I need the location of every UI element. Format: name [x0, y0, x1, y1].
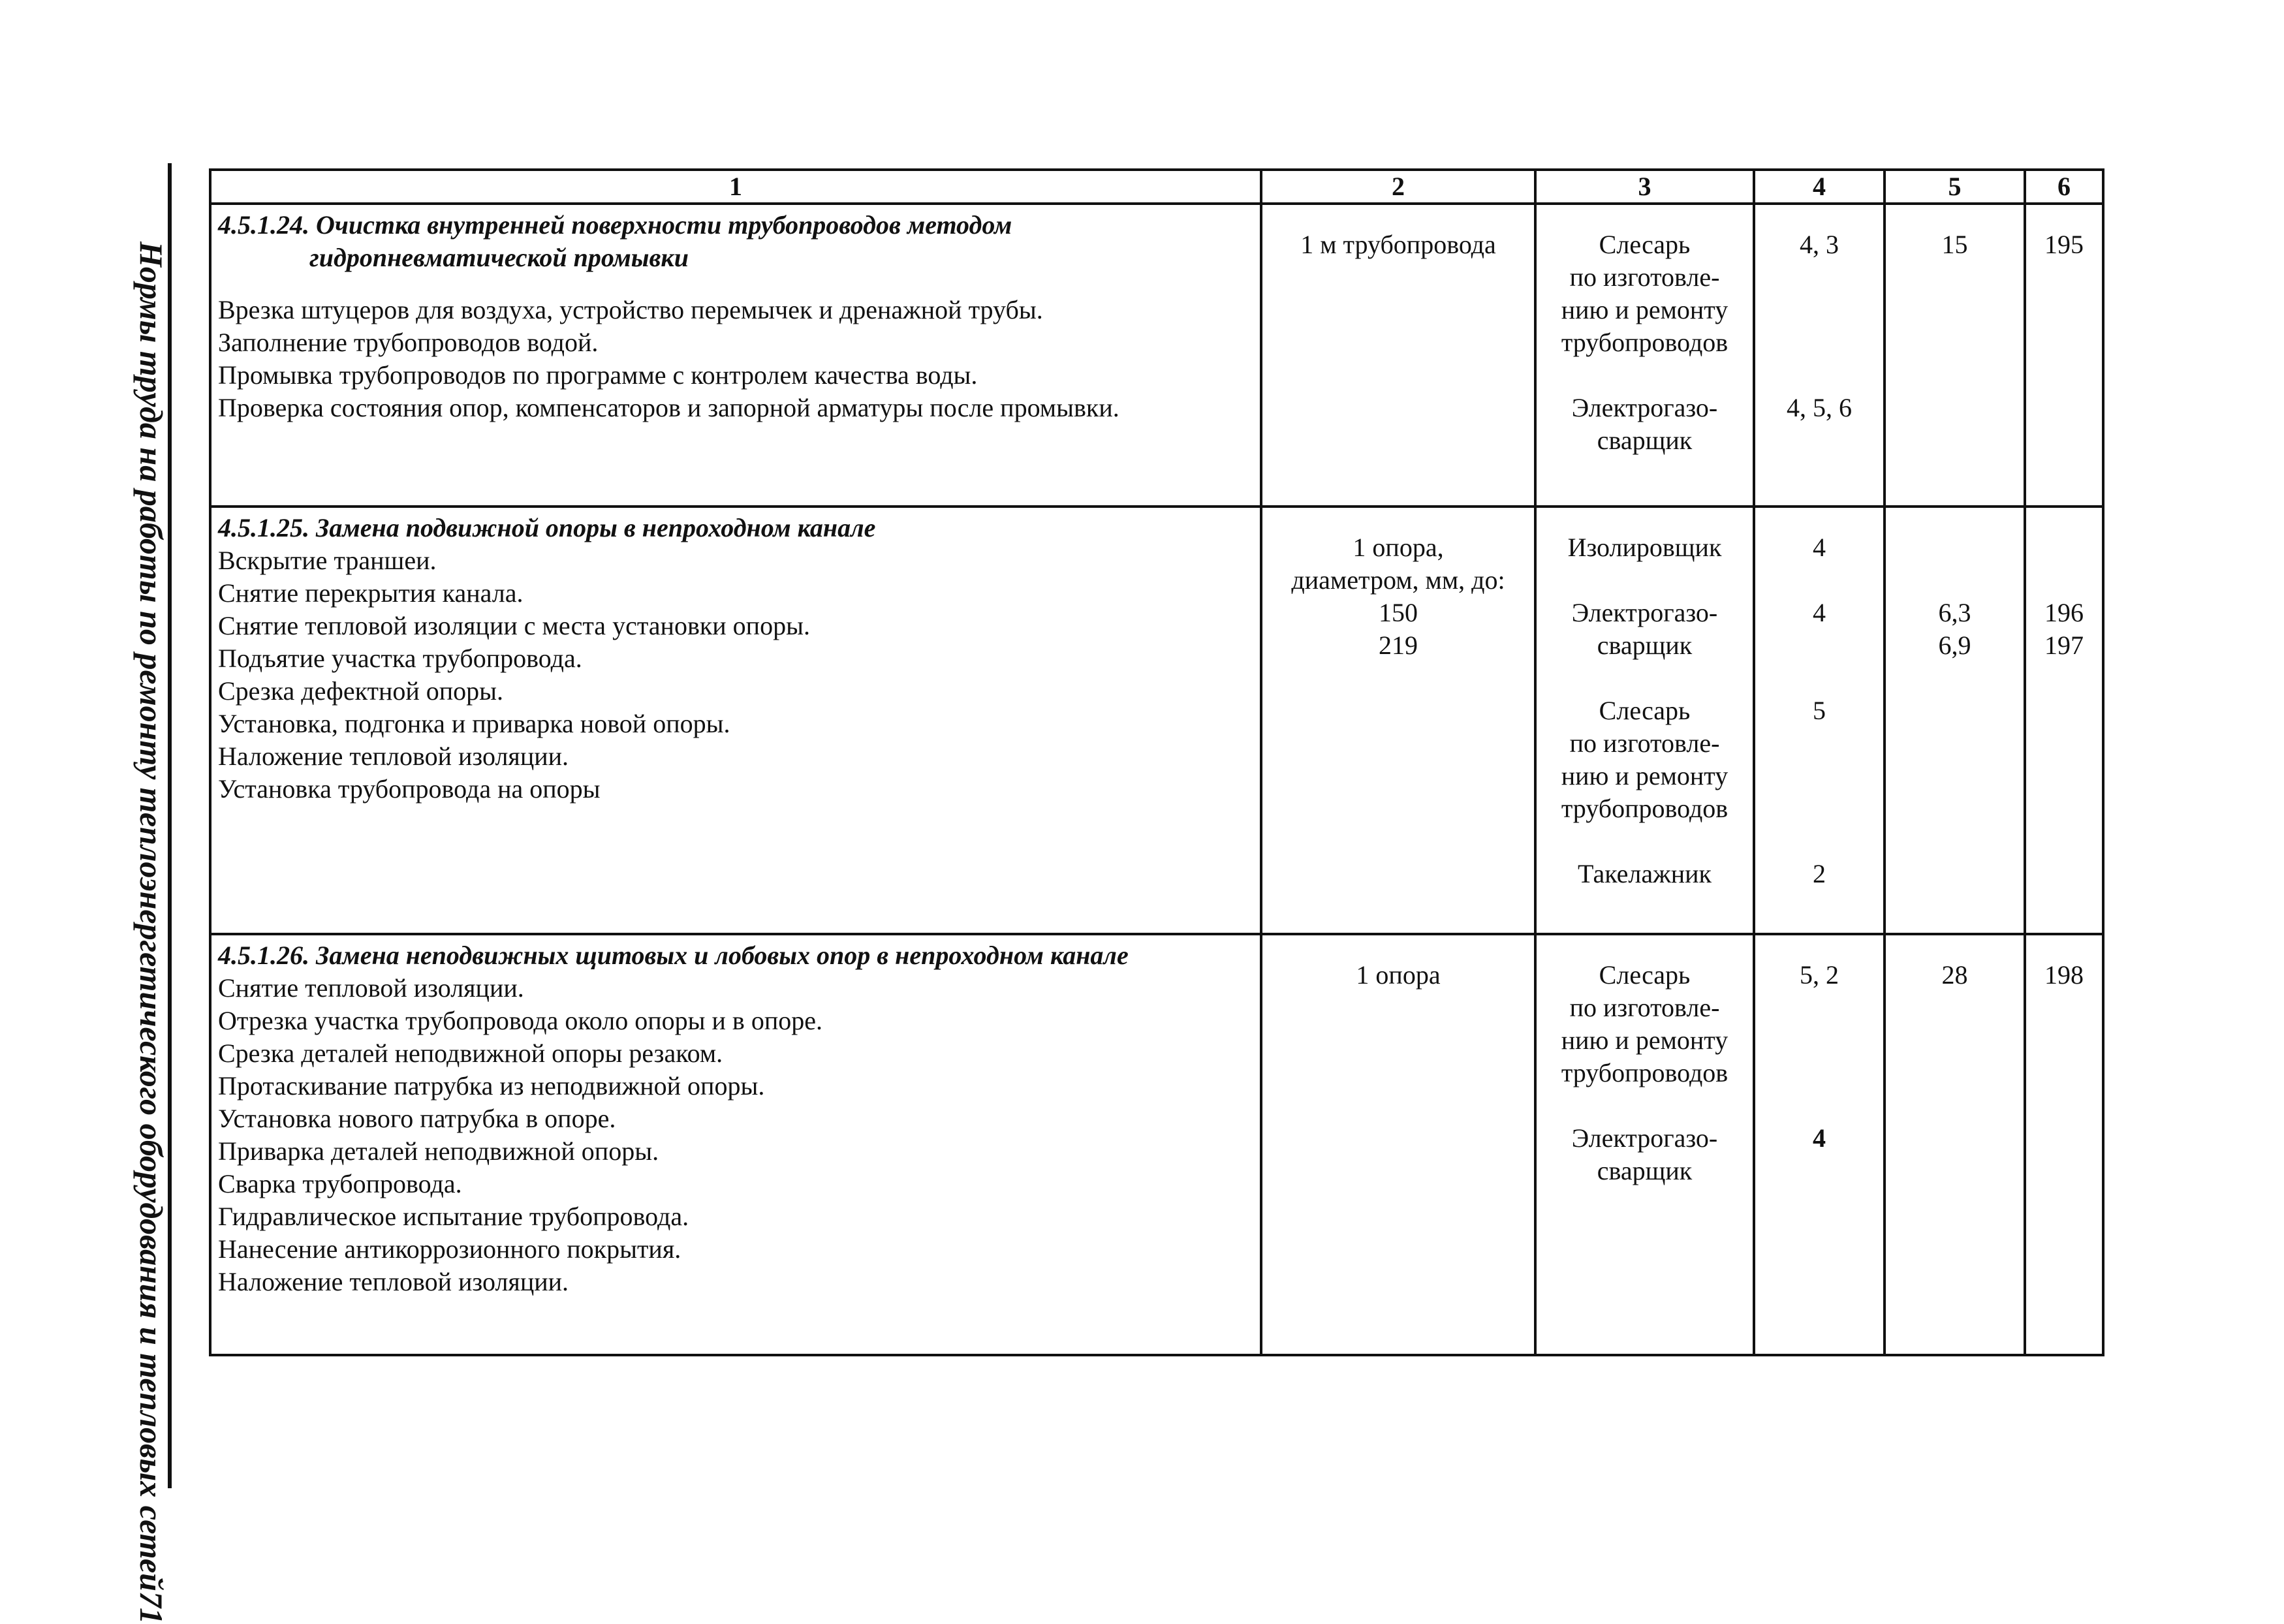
- work-description-cell: [210, 507, 1261, 934]
- page-number: 71: [133, 1591, 170, 1624]
- operation-item: Снятие тепловой изоляции.: [218, 973, 524, 1003]
- header-col-2: 2: [1261, 170, 1535, 204]
- number-cell: 196 197: [2025, 507, 2103, 934]
- grade-cell: 4, 3 4, 5, 6: [1754, 204, 1885, 507]
- header-row: [210, 170, 2103, 204]
- operation-item: Протаскивание патрубка из неподвижной опоры.: [218, 1071, 765, 1101]
- norm-cell: 6,3 6,9: [1885, 507, 2025, 934]
- worker-cell: Изолировщик Электрогазо- сварщик Слесарь по изготовле- нию и ремонту трубопроводов Такелажник: [1535, 507, 1754, 934]
- header-col-5: 5: [1885, 170, 2025, 204]
- side-caption-title: Нормы труда на работы по ремонту теплоэнергетического оборудования и тепловых сетей: [133, 242, 170, 1591]
- operation-item: Срезка деталей неподвижной опоры резаком.: [218, 1038, 723, 1068]
- norm-cell: 15: [1885, 204, 2025, 507]
- operation-item: Отрезка участка трубопровода около опоры и в опоре.: [218, 1006, 822, 1035]
- grade-cell: 5, 2 4: [1754, 934, 1885, 1355]
- operation-item: Врезка штуцеров для воздуха, устройство перемычек и дренажной трубы.: [218, 295, 1043, 325]
- worker-cell: Слесарь по изготовле- нию и ремонту трубопроводов Электрогазо- сварщик: [1535, 204, 1754, 507]
- table-row: [210, 934, 2103, 1355]
- operation-item: Наложение тепловой изоляции.: [218, 741, 569, 771]
- number-cell: 198: [2025, 934, 2103, 1355]
- operation-item: Срезка дефектной опоры.: [218, 676, 504, 706]
- operation-item: Снятие перекрытия канала.: [218, 578, 524, 608]
- operation-item: Приварка деталей неподвижной опоры.: [218, 1136, 659, 1166]
- work-title: 4.5.1.25. Замена подвижной опоры в непроходном канале: [218, 512, 876, 542]
- operation-item: Установка трубопровода на опоры: [218, 773, 601, 804]
- header-col-1: 1: [210, 170, 1261, 204]
- work-description-cell: [210, 934, 1261, 1355]
- worker-cell: Слесарь по изготовле- нию и ремонту трубопроводов Электрогазо- сварщик: [1535, 934, 1754, 1355]
- work-description-cell: [210, 204, 1261, 507]
- grade-cell: 4 4 5 2: [1754, 507, 1885, 934]
- operation-item: Заполнение трубопроводов водой.: [218, 328, 599, 358]
- unit-cell: 1 м трубопровода: [1261, 204, 1535, 507]
- norm-cell: 28: [1885, 934, 2025, 1355]
- number-cell: 195: [2025, 204, 2103, 507]
- table-row: [210, 507, 2103, 934]
- operation-item: Проверка состояния опор, компенсаторов и запорной арматуры после промывки.: [218, 393, 1119, 423]
- operation-item: Нанесение антикоррозионного покрытия.: [218, 1234, 681, 1264]
- header-col-3: 3: [1535, 170, 1754, 204]
- unit-cell: 1 опора, диаметром, мм, до: 150 219: [1261, 507, 1535, 934]
- operation-item: Установка нового патрубка в опоре.: [218, 1104, 616, 1133]
- operation-item: Подъятие участка трубопровода.: [218, 643, 582, 673]
- operation-item: Вскрытие траншеи.: [218, 545, 437, 575]
- table-row: [210, 204, 2103, 507]
- operation-item: Наложение тепловой изоляции.: [218, 1267, 569, 1296]
- unit-cell: 1 опора: [1261, 934, 1535, 1355]
- operation-item: Снятие тепловой изоляции с места установки опоры.: [218, 610, 810, 640]
- work-title: 4.5.1.26. Замена неподвижных щитовых и лобовых опор в непроходном канале: [218, 941, 1129, 970]
- operation-item: Сварка трубопровода.: [218, 1169, 462, 1198]
- side-caption: [132, 242, 171, 1624]
- header-col-4: 4: [1754, 170, 1885, 204]
- operation-item: Гидравлическое испытание трубопровода.: [218, 1202, 689, 1231]
- norms-table: [209, 168, 2104, 1356]
- header-col-6: 6: [2025, 170, 2103, 204]
- work-title: 4.5.1.24. Очистка внутренней поверхности трубопроводов методом гидропневматической промывки: [218, 210, 1012, 273]
- operation-item: Промывка трубопроводов по программе с контролем качества воды.: [218, 360, 978, 390]
- operation-item: Установка, подгонка и приварка новой опоры.: [218, 708, 730, 738]
